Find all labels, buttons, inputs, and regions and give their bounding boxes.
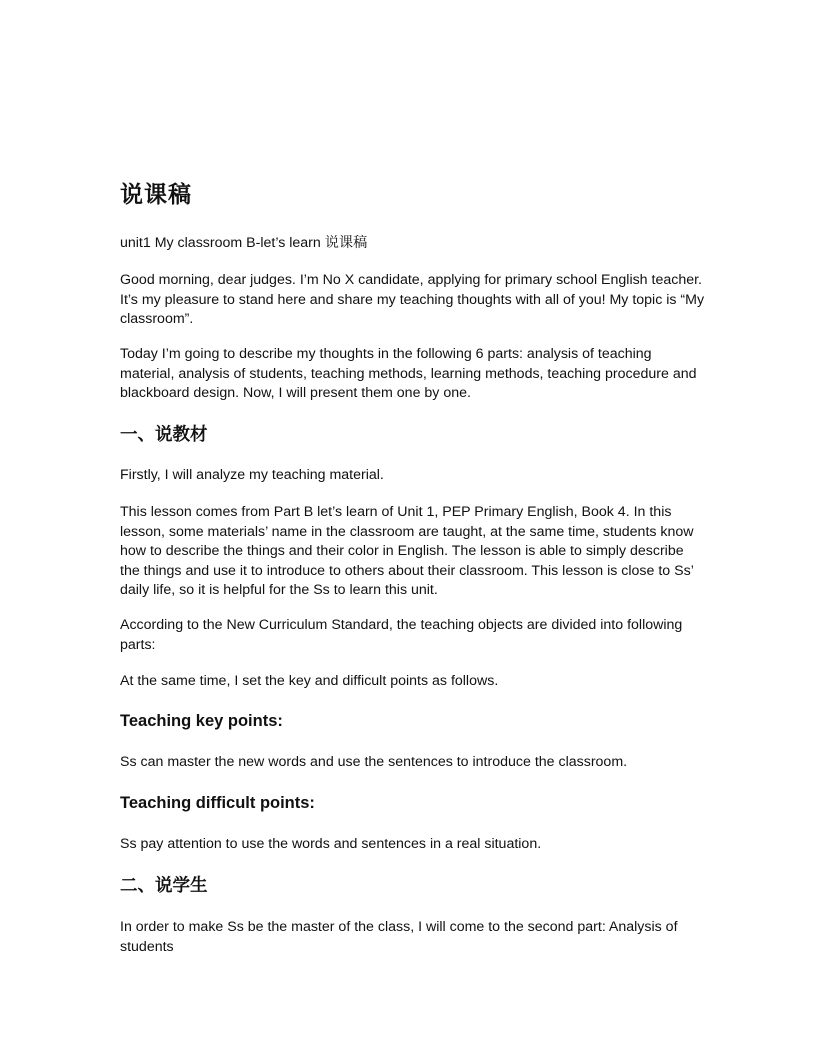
key-points-text: Ss can master the new words and use the sentences to introduce the classroom. [120,754,628,770]
key-points-heading: Teaching key points: [120,712,283,730]
section1-heading: 一、说教材 [120,425,208,445]
document-subtitle: unit1 My classroom B-let’s learn 说课稿 [120,235,368,251]
intro-paragraph-2: Today I’m going to describe my thoughts in the following 6 parts: analysis of teaching material, analysis of students, teaching methods, learning methods, teaching procedure and blackboard design. Now, I will present them one by one. [120,346,697,401]
section2-heading: 二、说学生 [120,876,208,896]
section1-paragraph-1: Firstly, I will analyze my teaching material. [120,467,384,483]
difficult-points-text: Ss pay attention to use the words and sentences in a real situation. [120,836,542,852]
difficult-points-heading: Teaching difficult points: [120,794,315,812]
section1-paragraph-2: This lesson comes from Part B let’s learn of Unit 1, PEP Primary English, Book 4. In this lesson, some materials’ name in the classroom are taught, at the same time, students know how to describe the things and their color in English. The lesson is able to simply describe the things and use it to introduce to others about their classroom. This lesson is close to Ss’ daily life, so it is helpful for the Ss to learn this unit. [120,504,694,598]
section2-paragraph-1: In order to make Ss be the master of the class, I will come to the second part: Analysis of students [120,919,678,955]
section1-paragraph-3: According to the New Curriculum Standard, the teaching objects are divided into following parts: [120,617,683,653]
intro-paragraph-1: Good morning, dear judges. I’m No X candidate, applying for primary school English teacher. It’s my pleasure to stand here and share my teaching thoughts with all of you! My topic is “My classroom”. [120,272,705,327]
section1-paragraph-4: At the same time, I set the key and difficult points as follows. [120,673,499,689]
document-title: 说课稿 [120,182,192,208]
